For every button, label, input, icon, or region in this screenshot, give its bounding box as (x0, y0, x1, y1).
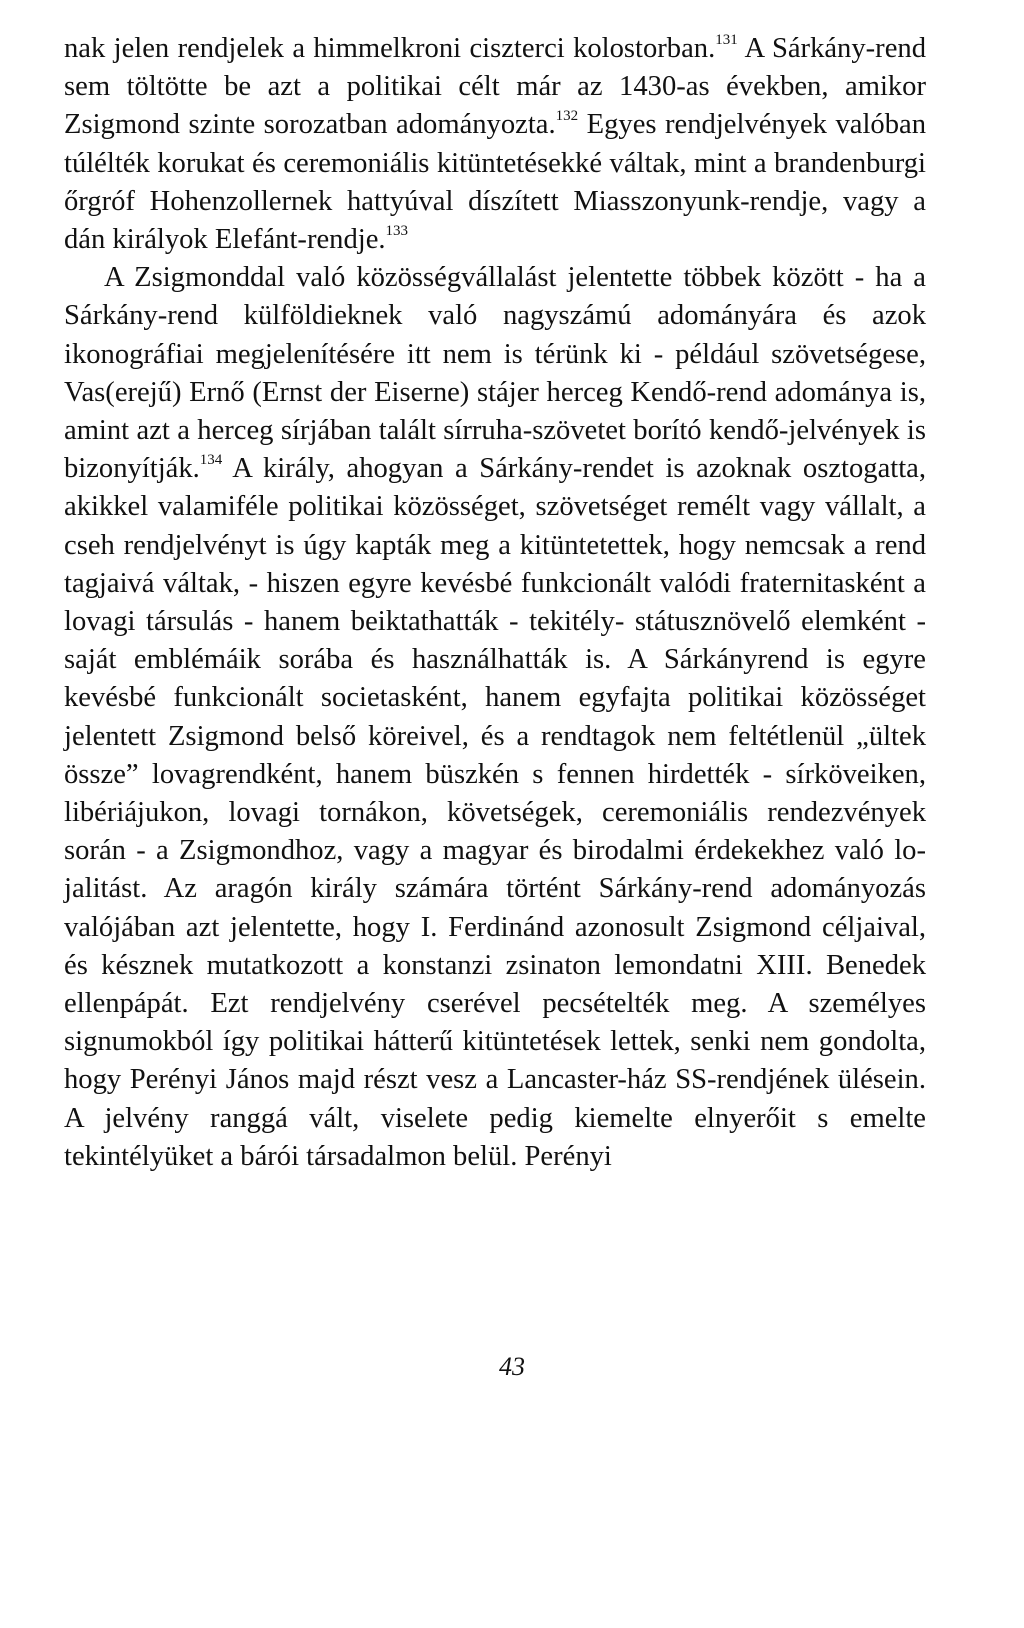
footnote-ref[interactable]: 134 (199, 452, 223, 469)
footnote-ref[interactable]: 133 (385, 223, 409, 240)
paragraph-text: nak jelen rendjelek a himmelkroni ciszterci kolostorban. (64, 33, 716, 64)
paragraph-text: A Sárkány-rend sem töltötte be azt a politikai célt már az 1430-as években, amikor Zsigmond szinte sorozatban adományozta. (64, 33, 926, 141)
paragraph-text: A király, ahogyan a Sárkány-rendet is azoknak osztogatta, akikkel valamiféle politikai közösséget, szövetséget remélt vagy vállalt, a cseh rendjelvényt is úgy kapták meg a kitüntetettek, hogy nemcsak a rend tagjaivá váltak, - hiszen egyre kevésbé funkcionált valódi fraternitasként a lovagi társulás - hanem beiktathatták - tekitély- státusznövelő elemként - saját emblémáik sorába és használhatták is. A Sárkányrend is egyre kevésbé funkcionált societasként, hanem egyfajta politikai közösséget jelentett Zsigmond belső köreivel, és a rendtagok nem feltétlenül „ültek össze” lovagrendként, hanem büszkén s fennen hirdették - sírköveiken, libériájukon, lovagi tornákon, követségek, ceremoniális rendezvények során - a Zsigmondhoz, vagy a magyar és birodalmi érdekekhez való lojalitást. Az aragón király számára történt Sárkány-rend adományozás valójában azt jelentette, hogy I. Ferdinánd azonosult Zsigmond céljaival, és késznek mutatkozott a konstanzi zsinaton lemondatni XIII. Benedek ellenpápát. Ezt rendjelvény cserével pecsételték meg. A személyes signumokból így politikai hátterű kitüntetések lettek, senki nem gondolta, hogy Perényi János majd részt vesz a Lancaster-ház SS-rendjének ülésein. A jelvény ranggá vált, viselete pedig kiemelte elnyerőit s emelte tekintélyüket a bárói társadalmon belül. Perényi (64, 453, 926, 1172)
page-body (64, 30, 926, 1176)
paragraph-text: Egyes rendjelvények valóban túlélték korukat és ceremoniális kitüntetésekké váltak, mint a brandenburgi őrgróf Hohenzollernek hattyúval díszített Miasszonyunk-rendje, vagy a dán királyok Elefánt-rendje. (64, 109, 926, 256)
page-number: 43 (499, 1352, 525, 1381)
paragraph (64, 30, 926, 259)
footnote-ref[interactable]: 132 (555, 108, 579, 125)
footnote-ref[interactable]: 131 (715, 32, 738, 48)
paragraph-text: A Zsigmonddal való közösségvállalást jelentette többek között - ha a Sárkány-rend külföldieknek való nagyszámú adományára és azok ikonográfiai megjelenítésére itt nem is térünk ki - például szövetségese, Vas(erejű) Ernő (Ernst der Eiserne) stájer herceg Kendő-rend adománya is, amint azt a herceg sírjában talált sírruha-szövetet borító kendő-jelvények is bizonyítják. (64, 262, 926, 485)
paragraph (64, 259, 926, 1176)
